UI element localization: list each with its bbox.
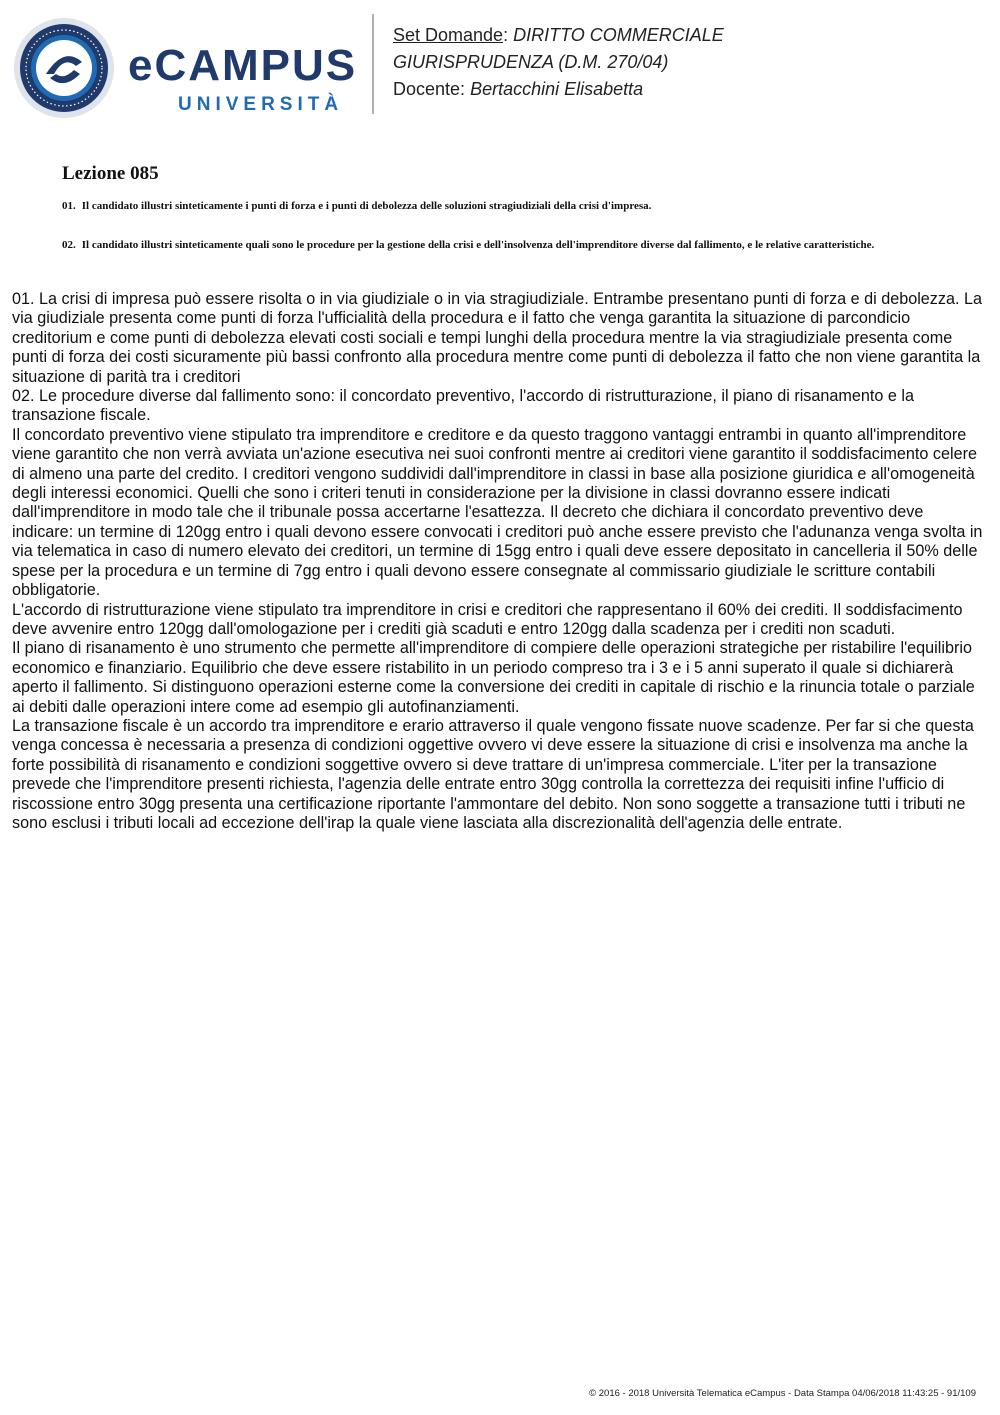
answer-paragraph: 01. La crisi di impresa può essere risolta o in via giudiziale o in via stragiudiziale. Entrambe presentano punti di forza e di debolezza. La via giudiziale presenta come punti di forza l'ufficialità della procedura e il fatto che venga garantita la situazione di parcondicio creditorium e come punti di debolezza elevati costi sociali e tempi lunghi della procedura mentre la via stragiudiziale presenta come punti di forza dei costi sicuramente più bassi confronto alla procedura mentre come punti di debolezza il fatto che non viene garantita la situazione di parità tra i creditori [12, 290, 982, 386]
logo-subtitle: UNIVERSITÀ [178, 94, 344, 115]
course-name: DIRITTO COMMERCIALE [513, 25, 724, 45]
question-number: 02. [62, 239, 76, 251]
logo-wordmark: eCAMPUS [128, 41, 358, 90]
lesson-title: Lezione 085 [62, 163, 159, 184]
header-divider [372, 14, 374, 114]
answer-paragraph: L'accordo di ristrutturazione viene stipulato tra imprenditore in crisi e creditori che rappresentano il 60% dei crediti. Il soddisfacimento deve avvenire entro 120gg dall'omologazione per i crediti già scaduti e entro 120gg dalla scadenza per i crediti non scaduti. [12, 600, 963, 638]
question-item [62, 199, 942, 213]
docente-line [393, 76, 724, 103]
set-domande-colon: : [503, 25, 509, 45]
page-header [0, 0, 1000, 130]
set-domande-label: Set Domande [393, 25, 504, 45]
course-degree: GIURISPRUDENZA (D.M. 270/04) [393, 52, 669, 72]
question-item [62, 238, 942, 252]
page-footer: © 2016 - 2018 Università Telematica eCampus - Data Stampa 04/06/2018 11:43:25 - 91/109 [589, 1388, 976, 1399]
docente-label: Docente: [393, 79, 466, 99]
course-line-1 [393, 22, 724, 49]
docente-name: Bertacchini Elisabetta [470, 79, 644, 99]
course-line-2 [393, 49, 724, 76]
answer-paragraph: La transazione fiscale è un accordo tra imprenditore e erario attraverso il quale vengono fissate nuove scadenze. Per far si che questa venga concessa è necessaria a presenza di condizioni oggettive ovvero vi deve essere la situazione di crisi e insolvenza ma anche la forte possibilità di risanamento e condizioni soggettive ovvero si deve trattare di un'impresa commerciale. L'iter per la transazione prevede che l'imprenditore presenti richiesta, l'agenzia delle entrate entro 30gg controlla la correttezza dei requisiti infine l'ufficio di riscossione entro 30gg presenta una certificazione riportante l'ammontare del debito. Non sono soggette a transazione tutti i tributi ne sono esclusi i tributi locali ad eccezione dell'irap la quale viene lasciata alla discrezionalità dell'agenzia delle entrate. [12, 716, 974, 832]
question-number: 01. [62, 200, 76, 212]
ecampus-emblem-icon [12, 16, 116, 120]
answers-body [12, 290, 987, 833]
course-info [393, 22, 724, 103]
answer-paragraph: Il concordato preventivo viene stipulato tra imprenditore e creditore e da questo traggono vantaggi entrambi in quanto all'imprenditore viene garantito che non verrà avviata un'azione esecutiva nei suoi confronti mentre ai creditori viene garantito il soddisfacimento celere di almeno una parte del credito. I creditori vengono suddividi dall'imprenditore in classi in base alla posizione giuridica e all'omogeneità degli interessi economici. Quelli che sono i criteri tenuti in considerazione per la divisione in classi dovranno essere indicati dall'imprenditore in modo tale che il tribunale possa accertarne l'esattezza. Il decreto che dichiara il concordato preventivo deve indicare: un termine di 120gg entro i quali devono essere convocati i creditori può anche essere previsto che l'adunanza venga svolta in via telematica in caso di numero elevato dei creditori, un termine di 15gg entro i quali deve essere depositato in cancelleria il 50% delle spese per la procedura e un termine di 7gg entro i quali devono essere consegnate al commissario giudiziale le scritture contabili obbligatorie. [12, 425, 983, 600]
answer-paragraph: Il piano di risanamento è uno strumento che permette all'imprenditore di compiere delle operazioni strategiche per ristabilire l'equilibrio economico e finanziario. Equilibrio che deve essere ristabilito in un periodo compreso tra i 3 e i 5 anni superato il quale si dichiarerà aperto il fallimento. Si distinguono operazioni esterne come la conversione dei crediti in capitale di rischio e la rinuncia totale o parziale ai debiti dalle operazioni intere come ad esempio gli autofinanziamenti. [12, 639, 975, 716]
ecampus-logo [12, 14, 360, 118]
question-text: Il candidato illustri sinteticamente quali sono le procedure per la gestione della crisi e dell'insolvenza dell'imprenditore diverse dal fallimento, e le relative caratteristiche. [81, 239, 875, 251]
question-text: Il candidato illustri sinteticamente i punti di forza e i punti di debolezza delle soluzioni stragiudiziali della crisi d'impresa. [81, 200, 652, 212]
answer-paragraph: 02. Le procedure diverse dal fallimento sono: il concordato preventivo, l'accordo di ristrutturazione, il piano di risanamento e la transazione fiscale. [12, 387, 914, 425]
